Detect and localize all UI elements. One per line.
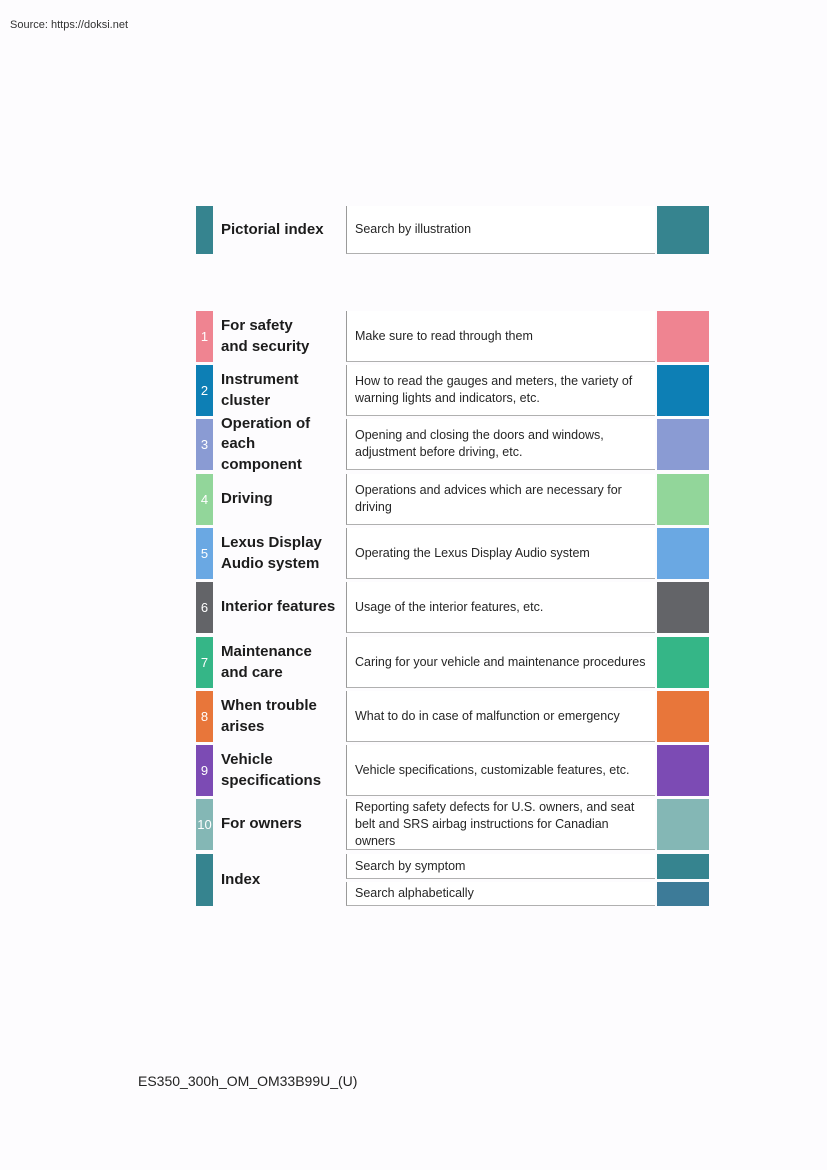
toc-row-for-safety-and-security[interactable] xyxy=(196,311,709,362)
toc-row-when-trouble-arises[interactable] xyxy=(196,691,709,742)
section-color-swatch[interactable] xyxy=(657,474,709,525)
section-color-swatch[interactable] xyxy=(657,419,709,470)
index-item-search-alphabetically[interactable] xyxy=(346,882,709,906)
section-description: Operating the Lexus Display Audio system xyxy=(346,528,655,579)
section-title xyxy=(221,528,343,579)
section-title xyxy=(221,799,343,850)
section-title xyxy=(221,365,343,416)
section-color-swatch[interactable] xyxy=(657,691,709,742)
section-title-line: and security xyxy=(221,337,310,355)
toc-row-lexus-display-audio-system[interactable] xyxy=(196,528,709,579)
section-title-line: Instrument cluster xyxy=(221,371,299,409)
section-description: What to do in case of malfunction or emergency xyxy=(346,691,655,742)
section-description: Caring for your vehicle and maintenance procedures xyxy=(346,637,655,688)
section-title-line: Vehicle xyxy=(221,751,273,768)
section-title-line: Lexus Display xyxy=(221,534,322,551)
section-title-line: When trouble xyxy=(221,697,317,714)
section-number-tab: 6 xyxy=(196,582,213,633)
section-color-swatch-pictorial[interactable] xyxy=(657,206,709,254)
index-item-search-by-symptom[interactable] xyxy=(346,854,709,879)
index-item-color-swatch[interactable] xyxy=(657,854,709,879)
toc-row-for-owners[interactable] xyxy=(196,799,709,850)
section-title-line: Pictorial index xyxy=(221,220,324,238)
section-description: How to read the gauges and meters, the variety of warning lights and indicators, etc. xyxy=(346,365,655,416)
section-number-tab: 3 xyxy=(196,419,213,470)
index-item-description: Search by symptom xyxy=(346,854,655,879)
section-description: Opening and closing the doors and windows, adjustment before driving, etc. xyxy=(346,419,655,470)
section-description: Usage of the interior features, etc. xyxy=(346,582,655,633)
toc-row-maintenance-and-care[interactable] xyxy=(196,637,709,688)
section-number-tab: 7 xyxy=(196,637,213,688)
section-title-index xyxy=(221,854,343,906)
section-color-swatch[interactable] xyxy=(657,745,709,796)
section-tab-pictorial xyxy=(196,206,213,254)
section-title-pictorial xyxy=(221,206,343,254)
section-color-swatch[interactable] xyxy=(657,528,709,579)
section-title xyxy=(221,414,343,473)
section-title-line: Interior features xyxy=(221,598,336,616)
section-number-tab: 2 xyxy=(196,365,213,416)
toc-row-driving[interactable] xyxy=(196,474,709,525)
table-of-contents xyxy=(196,0,709,1170)
toc-row-operation-of-each-component[interactable] xyxy=(196,414,709,473)
section-title-line: Operation of each xyxy=(221,414,311,453)
section-color-swatch[interactable] xyxy=(657,365,709,416)
document-code: ES350_300h_OM_OM33B99U_(U) xyxy=(138,1073,358,1089)
section-title xyxy=(221,691,343,742)
toc-row-interior-features[interactable] xyxy=(196,582,709,633)
section-title-line: Driving xyxy=(221,490,273,508)
section-title-line: Audio system xyxy=(221,554,320,572)
section-number-tab: 4 xyxy=(196,474,213,525)
section-title-line: Index xyxy=(221,870,261,888)
toc-row-index xyxy=(196,854,709,906)
section-description: Reporting safety defects for U.S. owners, and seat belt and SRS airbag instructions for Canadian owners xyxy=(346,799,655,850)
section-number-tab: 8 xyxy=(196,691,213,742)
section-title xyxy=(221,311,343,362)
section-color-swatch[interactable] xyxy=(657,799,709,850)
index-item-color-swatch[interactable] xyxy=(657,882,709,906)
section-color-swatch[interactable] xyxy=(657,637,709,688)
section-title-line: arises xyxy=(221,717,265,735)
section-number-tab: 9 xyxy=(196,745,213,796)
index-item-description: Search alphabetically xyxy=(346,882,655,906)
section-title xyxy=(221,637,343,688)
section-title-line: specifications xyxy=(221,771,322,789)
section-title-line: component xyxy=(221,455,302,473)
section-description: Operations and advices which are necessary for driving xyxy=(346,474,655,525)
section-title-line: For safety xyxy=(221,317,293,334)
section-title-line: and care xyxy=(221,663,283,681)
section-title xyxy=(221,745,343,796)
section-color-swatch[interactable] xyxy=(657,311,709,362)
section-title-line: For owners xyxy=(221,815,302,833)
section-number-tab: 10 xyxy=(196,799,213,850)
source-label: Source: https://doksi.net xyxy=(10,19,129,31)
section-description-pictorial: Search by illustration xyxy=(346,206,655,254)
section-color-swatch[interactable] xyxy=(657,582,709,633)
section-title xyxy=(221,474,343,525)
toc-row-vehicle-specifications[interactable] xyxy=(196,745,709,796)
section-tab-index xyxy=(196,854,213,906)
section-number-tab: 5 xyxy=(196,528,213,579)
section-number-tab: 1 xyxy=(196,311,213,362)
section-title-line: Maintenance xyxy=(221,643,312,660)
section-description: Vehicle specifications, customizable features, etc. xyxy=(346,745,655,796)
toc-row-instrument-cluster[interactable] xyxy=(196,365,709,416)
toc-row-pictorial-index[interactable] xyxy=(196,206,709,254)
section-description: Make sure to read through them xyxy=(346,311,655,362)
section-title xyxy=(221,582,343,633)
